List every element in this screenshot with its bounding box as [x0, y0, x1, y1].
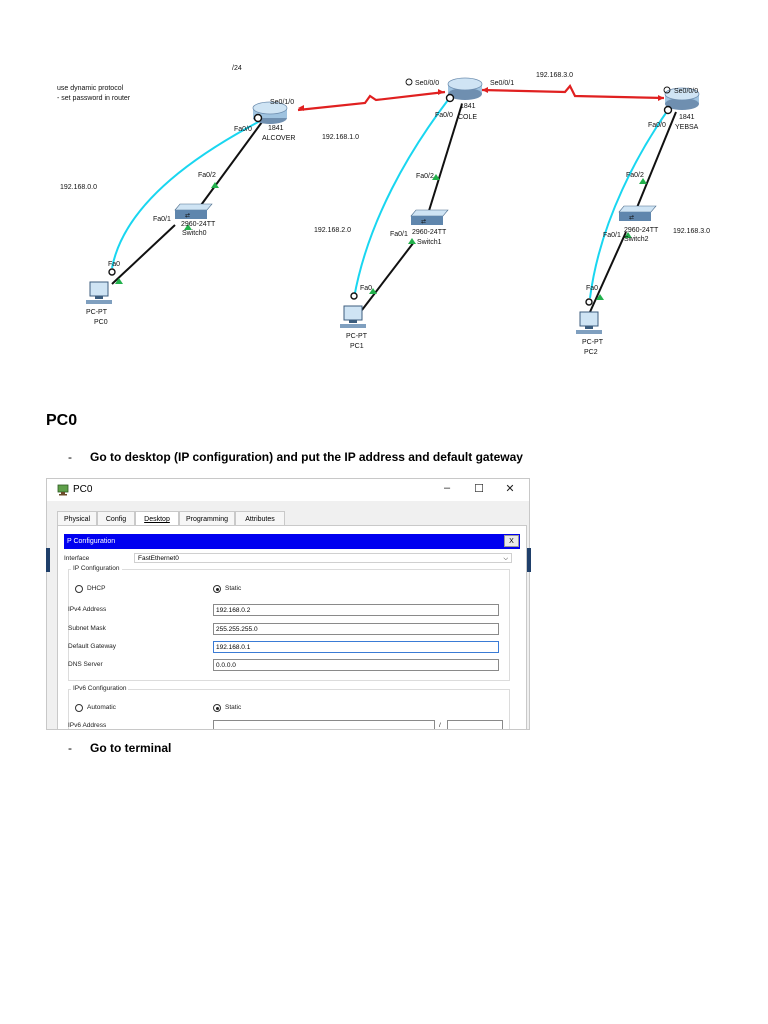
tab-attributes[interactable]: Attributes [235, 511, 285, 526]
port-label: Fa0/2 [416, 173, 434, 180]
default-gateway-label: Default Gateway [68, 643, 117, 650]
router-alcover-hostname: ALCOVER [262, 135, 296, 142]
bullet-dash: - [68, 741, 72, 755]
pc1-model: PC-PT [346, 333, 367, 340]
ipv4-configuration-group [68, 565, 510, 681]
ethernet-link-s0-pc0 [112, 225, 175, 284]
window-titlebar [47, 479, 529, 501]
dhcp-label: DHCP [87, 585, 106, 592]
switch-top [619, 206, 656, 212]
tab-programming[interactable]: Programming [179, 511, 235, 526]
ip-configuration-header [64, 534, 520, 549]
network-topology-diagram [0, 0, 768, 380]
pc-0[interactable] [86, 282, 112, 304]
ipv4-address-input[interactable]: 192.168.0.2 [213, 604, 499, 616]
instruction-item [68, 450, 523, 464]
switch-arrows-icon: ⇄ [421, 219, 427, 225]
switch1-name: Switch1 [417, 239, 442, 246]
pc-icon [57, 484, 69, 496]
ipv6-group-title: IPv6 Configuration [73, 685, 127, 692]
port-status-up [408, 238, 416, 244]
ip-configuration-close-button[interactable]: X [504, 535, 519, 547]
keyboard [86, 300, 112, 304]
mask-label: /24 [232, 65, 242, 72]
port-label: Fa0/2 [626, 172, 644, 179]
close-button[interactable]: ✕ [505, 483, 515, 495]
default-gateway-input[interactable]: 192.168.0.1 [213, 641, 499, 653]
subnet-mask-input[interactable]: 255.255.255.0 [213, 623, 499, 635]
tab-config[interactable]: Config [97, 511, 135, 526]
interface-value: FastEthernet0 [138, 555, 179, 562]
router-yebsa-model: 1841 [679, 114, 695, 121]
switch-1[interactable] [411, 210, 448, 225]
switch-body [175, 210, 207, 219]
switch0-name: Switch0 [182, 230, 207, 237]
power-icon [447, 95, 454, 102]
router-cole-model: 1841 [460, 103, 476, 110]
port-label: Fa0 [108, 261, 121, 268]
monitor [344, 306, 362, 320]
instruction-text: Go to desktop (IP configuration) and put the IP address and default gateway [90, 450, 523, 464]
monitor-stand [349, 320, 357, 323]
power-icon [255, 115, 262, 122]
network-label-wan3: 192.168.3.0 [536, 72, 573, 79]
switch-0[interactable] [175, 204, 212, 219]
instruction-text: Go to terminal [90, 741, 172, 755]
network-label-lan3: 192.168.3.0 [673, 228, 710, 235]
keyboard [576, 330, 602, 334]
clock-icon [406, 79, 412, 85]
router-alcover-model: 1841 [268, 125, 284, 132]
monitor-stand [585, 326, 593, 329]
network-label-wan1: 192.168.1.0 [322, 134, 359, 141]
ipv6-static-radio[interactable] [213, 704, 221, 712]
serial-link-cole-yebsa [482, 86, 664, 98]
bullet-dash: - [68, 450, 72, 464]
static-label: Static [225, 585, 242, 592]
port-label: Fa0/2 [198, 172, 216, 179]
ipv6-prefix-slash: / [439, 722, 441, 729]
router-top [448, 78, 482, 90]
ipv4-group-title: IP Configuration [73, 565, 120, 572]
port-label: Fa0/1 [153, 216, 171, 223]
automatic-radio[interactable] [75, 704, 83, 712]
console-link-pc1 [354, 100, 448, 298]
chevron-down-icon: ⌵ [503, 556, 508, 562]
serial-link-alcover-cole [298, 92, 445, 110]
tab-desktop[interactable]: Desktop [135, 511, 179, 526]
port-label: Fa0/0 [234, 126, 252, 133]
static-radio[interactable] [213, 585, 221, 593]
pc-2[interactable] [576, 312, 602, 334]
port-label: Fa0/1 [390, 231, 408, 238]
dns-server-label: DNS Server [68, 661, 103, 668]
port-label: Se0/1/0 [270, 99, 295, 106]
interface-label: Interface [64, 555, 90, 562]
monitor [90, 282, 108, 296]
automatic-label: Automatic [87, 704, 116, 711]
ipv6-prefix-input[interactable] [447, 720, 503, 730]
console-link-pc0 [112, 120, 262, 268]
port-status-down [658, 95, 664, 101]
ipv6-address-input[interactable] [213, 720, 435, 730]
switch-top [411, 210, 448, 216]
pc-1[interactable] [340, 306, 366, 328]
pc2-name: PC2 [584, 349, 598, 356]
router-cole[interactable] [447, 78, 483, 102]
maximize-button[interactable]: ☐ [474, 483, 484, 495]
console-link-pc2 [590, 110, 668, 298]
port-label: Fa0/0 [648, 122, 666, 129]
ipv6-configuration-group [68, 685, 510, 730]
port-label: Se0/0/0 [674, 88, 699, 95]
switch-body [619, 212, 651, 221]
tab-physical[interactable]: Physical [57, 511, 97, 526]
port-label: Fa0/0 [435, 112, 453, 119]
ipv4-address-label: IPv4 Address [68, 606, 107, 613]
router-cole-hostname: COLE [458, 114, 478, 121]
console-port-icon [586, 299, 592, 305]
port-label: Fa0/1 [603, 232, 621, 239]
console-port-icon [109, 269, 115, 275]
network-label-lan2: 192.168.2.0 [314, 227, 351, 234]
ipv6-static-label: Static [225, 704, 242, 711]
monitor-stand [95, 296, 103, 299]
dns-server-input[interactable]: 0.0.0.0 [213, 659, 499, 671]
interface-select[interactable] [134, 553, 512, 563]
monitor [580, 312, 598, 326]
switch2-name: Switch2 [624, 236, 649, 243]
minimize-button[interactable]: – [443, 482, 451, 494]
switch-2[interactable] [619, 206, 656, 221]
keyboard [340, 324, 366, 328]
switch2-model: 2960-24TT [624, 227, 659, 234]
background-window-edge [527, 548, 531, 572]
section-heading: PC0 [46, 412, 78, 429]
pc0-window-screenshot [46, 478, 530, 730]
pc1-name: PC1 [350, 343, 364, 350]
switch0-model: 2960-24TT [181, 221, 216, 228]
switch-top [175, 204, 212, 210]
topology-note-line2: - set password in router [57, 95, 131, 102]
switch-body [411, 216, 443, 225]
port-label: Fa0 [586, 285, 599, 292]
network-label-lan0: 192.168.0.0 [60, 184, 97, 191]
window-title: PC0 [73, 484, 93, 495]
port-status-down [438, 89, 444, 95]
pc0-model: PC-PT [86, 309, 107, 316]
power-icon [665, 107, 672, 114]
desktop-panel [57, 525, 527, 730]
topology-note-line1: use dynamic protocol [57, 85, 124, 92]
background-window-edge [46, 548, 50, 572]
switch-arrows-icon: ⇄ [629, 215, 635, 221]
dhcp-radio[interactable] [75, 585, 83, 593]
port-label: Fa0 [360, 285, 373, 292]
instruction-item [68, 741, 171, 755]
ethernet-link-r0-s0 [193, 122, 262, 216]
console-port-icon [351, 293, 357, 299]
pc0-name: PC0 [94, 319, 108, 326]
switch-arrows-icon: ⇄ [185, 213, 191, 219]
port-label: Se0/0/1 [490, 80, 515, 87]
pc2-model: PC-PT [582, 339, 603, 346]
port-status-down [482, 87, 488, 93]
router-yebsa-hostname: YEBSA [675, 124, 699, 131]
switch1-model: 2960-24TT [412, 229, 447, 236]
ethernet-link-s1-pc1 [362, 242, 414, 310]
ip-configuration-title: P Configuration [67, 538, 116, 545]
ipv6-address-label: IPv6 Address [68, 722, 107, 729]
subnet-mask-label: Subnet Mask [68, 625, 106, 632]
port-label: Se0/0/0 [415, 80, 440, 87]
